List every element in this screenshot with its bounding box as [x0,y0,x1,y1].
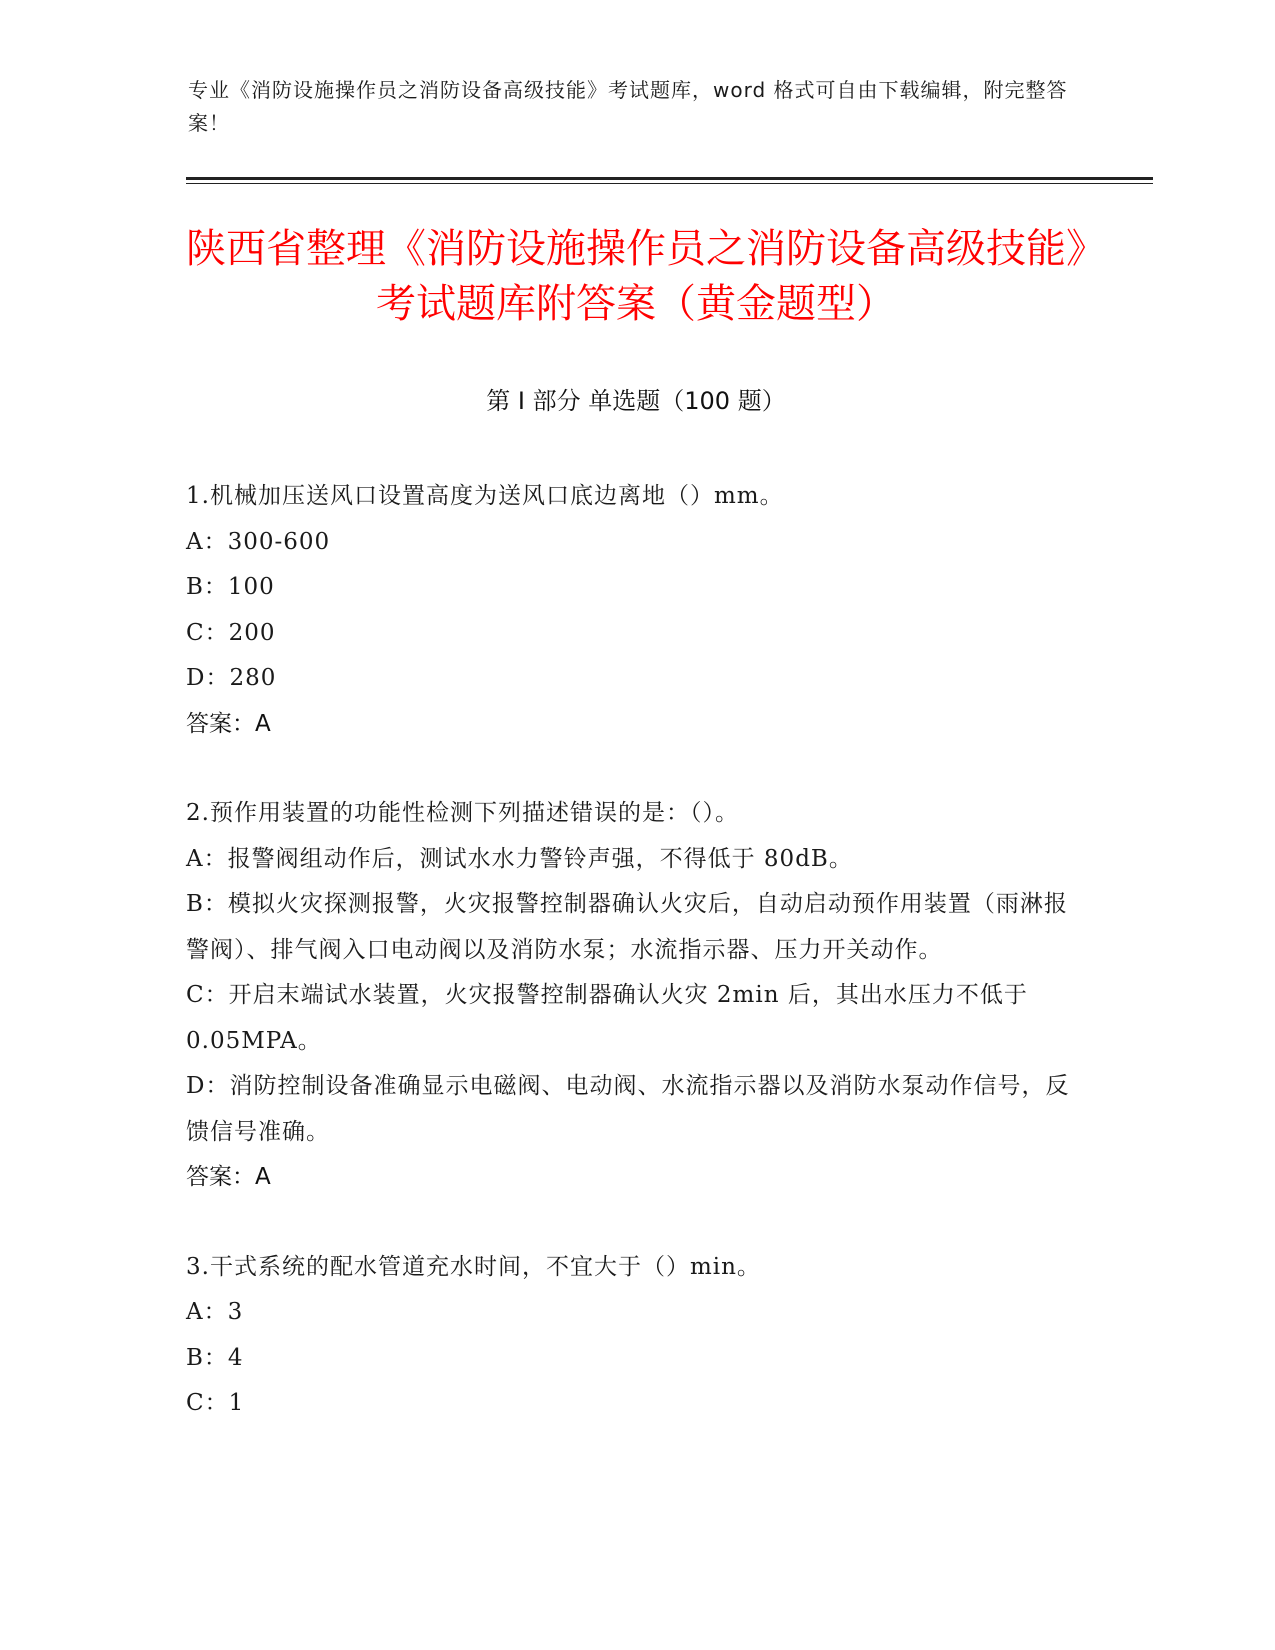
option-a: A：300-600 [186,528,331,555]
option-a: A：报警阀组动作后，测试水水力警铃声强，不得低于 80dB。 [186,845,853,872]
header-divider-thick [186,177,1153,180]
answer-line: 答案：A [186,1164,271,1190]
question-1 [186,474,1086,747]
option-b: B：模拟火灾探测报警，火灾报警控制器确认火灾后，自动启动预作用装置（雨淋报警阀）、排气阀入口电动阀以及消防水泵；水流指示器、压力开关动作。 [186,891,1068,963]
question-list [186,474,1086,1471]
option-c: C：1 [186,1390,245,1416]
option-c: C：200 [186,619,276,646]
option-d: D：消防控制设备准确显示电磁阀、电动阀、水流指示器以及消防水泵动作信号，反馈信号准确。 [186,1073,1070,1145]
question-3 [186,1245,1086,1427]
answer-line: 答案：A [186,710,271,737]
document-title: 陕西省整理《消防设施操作员之消防设备高级技能》考试题库附答案（黄金题型） [186,226,1086,327]
option-b: B：100 [186,574,275,600]
question-stem: 1.机械加压送风口设置高度为送风口底边离地（）mm。 [186,483,784,509]
question-stem: 3.干式系统的配水管道充水时间，不宜大于（）min。 [186,1253,761,1280]
option-a: A：3 [186,1299,244,1325]
section-title: 第 I 部分 单选题（100 题） [486,387,786,415]
question-2 [186,791,1086,1201]
question-stem: 2.预作用装置的功能性检测下列描述错误的是：（）。 [186,800,739,826]
option-b: B：4 [186,1344,244,1371]
option-c: C：开启末端试水装置，火灾报警控制器确认火灾 2min 后，其出水压力不低于 0.05MPA。 [186,982,1028,1054]
header-divider-thin [186,183,1153,184]
option-d: D：280 [186,665,277,691]
header-note: 专业《消防设施操作员之消防设备高级技能》考试题库，word 格式可自由下载编辑，附完整答案！ [188,78,1068,135]
